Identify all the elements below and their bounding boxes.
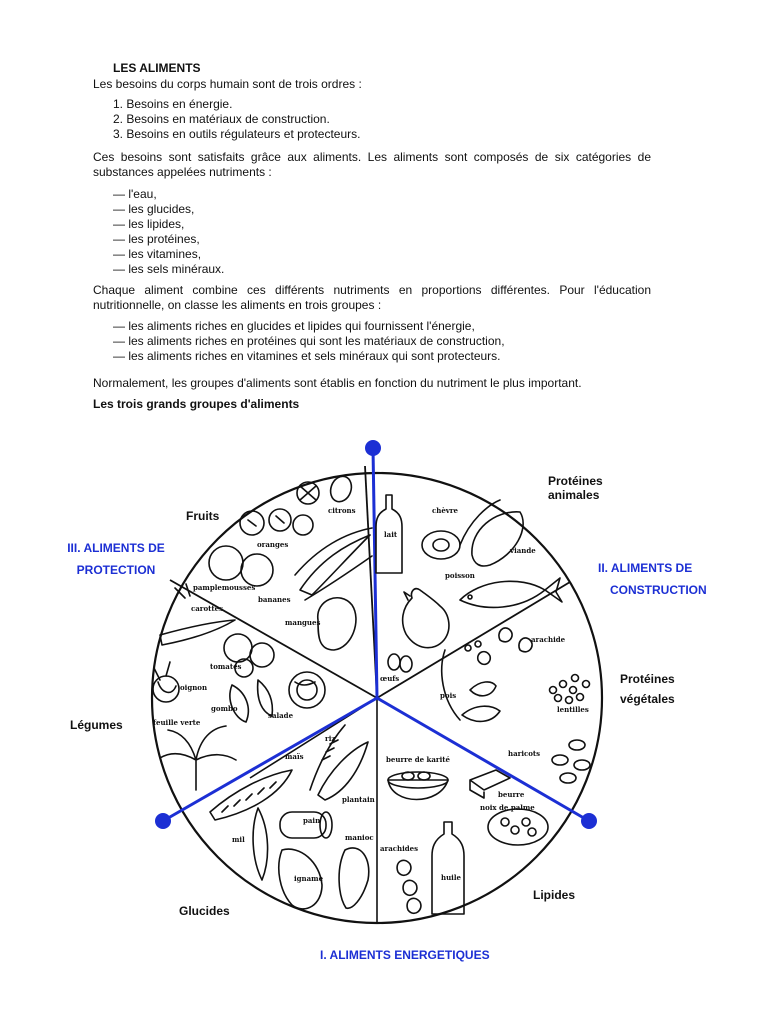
needs-list [113, 97, 360, 142]
food-label: arachides [380, 844, 419, 853]
food-label: huile [441, 873, 461, 882]
bananes-drawing [295, 528, 372, 600]
groups-list [113, 319, 505, 364]
food-label: carottes [191, 604, 224, 613]
salade-drawing [289, 672, 325, 708]
food-label: mangues [285, 618, 321, 627]
arachides-drawing [397, 860, 421, 913]
food-label: œufs [380, 674, 400, 683]
diagram-title: Les trois grands groupes d'aliments [93, 397, 300, 411]
food-label: citrons [328, 506, 356, 515]
food-label: salade [268, 711, 294, 720]
food-label: manioc [345, 833, 374, 842]
group-marker-dot [581, 813, 597, 829]
needs-item: 1. Besoins en énergie. [113, 97, 233, 111]
poisson-drawing [460, 578, 562, 607]
food-label: chèvre [432, 506, 459, 515]
nutrient-item: — les sels minéraux. [113, 262, 225, 276]
needs-item: 2. Besoins en matériaux de construction. [113, 112, 330, 126]
section-label-glucides: Glucides [179, 904, 230, 918]
section-label-legumes: Légumes [70, 718, 123, 732]
beurre-karite-drawing [388, 772, 448, 800]
group-label-line: CONSTRUCTION [610, 583, 707, 597]
gombo-drawing [230, 680, 272, 722]
paragraph-classification: Normalement, les groupes d'aliments sont établis en fonction du nutriment le plus important. [93, 376, 582, 390]
food-label: gombo [211, 704, 238, 713]
food-label: mil [232, 835, 245, 844]
group-label-energy: I. ALIMENTS ENERGETIQUES [320, 948, 490, 962]
haricots-drawing [552, 740, 590, 783]
food-label: pain [303, 816, 321, 825]
manioc-drawing [339, 848, 369, 908]
food-label: arachide [531, 635, 566, 644]
noix-de-palme-drawing [488, 809, 548, 845]
section-label-line: végétales [620, 692, 675, 706]
paragraph-groups: Chaque aliment combine ces différents nutriments en proportions différentes. Pour l'éducation nutritionnelle, on classe les aliments en trois groupes : [93, 283, 651, 312]
group-label-line: PROTECTION [76, 563, 156, 577]
section-label-proteines-animales [548, 474, 603, 502]
food-label: oignon [180, 683, 208, 692]
food-label: poisson [445, 571, 475, 580]
mangues-drawing [318, 598, 356, 650]
food-label: plantain [342, 795, 375, 804]
paragraph-nutrients: Ces besoins sont satisfaits grâce aux aliments. Les aliments sont composés de six catégories de substances appelées nutriments : [93, 150, 651, 179]
section-label-line: Protéines [620, 672, 675, 686]
nutrient-item: — les glucides, [113, 202, 195, 216]
section-label-lipides: Lipides [533, 888, 576, 902]
section-label-fruits: Fruits [186, 509, 220, 523]
food-label: haricots [508, 749, 541, 758]
section-label-line: Protéines [548, 474, 603, 488]
food-label: viande [510, 546, 536, 555]
food-label: lait [384, 530, 398, 539]
food-label: maïs [285, 752, 304, 761]
needs-item: 3. Besoins en outils régulateurs et protecteurs. [113, 127, 361, 141]
food-label: noix de palme [480, 803, 535, 812]
carottes-drawing [160, 584, 235, 645]
page-title: LES ALIMENTS [113, 61, 201, 75]
pamplemousses-drawing [209, 546, 273, 586]
food-label: beurre [498, 790, 525, 799]
huile-drawing [432, 822, 464, 914]
nutrient-item: — l'eau, [113, 187, 157, 201]
food-label: igname [294, 874, 324, 883]
food-label: tomates [210, 662, 242, 671]
food-label: beurre de karité [386, 755, 450, 764]
plantain-drawing [318, 742, 368, 800]
group-marker-dot [155, 813, 171, 829]
group-label-line: III. ALIMENTS DE [67, 541, 165, 555]
group-item: — les aliments riches en protéines qui sont les matériaux de construction, [113, 334, 505, 348]
oignon-drawing [153, 662, 179, 702]
food-label: feuille verte [153, 718, 201, 727]
mil-drawing [253, 808, 268, 880]
nutrients-list [113, 187, 224, 277]
nutrient-item: — les protéines, [113, 232, 200, 246]
section-label-line: animales [548, 488, 600, 502]
group-label-construction [590, 561, 730, 597]
group-item: — les aliments riches en glucides et lipides qui fournissent l'énergie, [113, 319, 475, 333]
food-label: pamplemousses [193, 583, 256, 592]
group-label-protection [58, 541, 174, 577]
nutrient-item: — les vitamines, [113, 247, 202, 261]
food-label: oranges [257, 540, 289, 549]
food-label: lentilles [557, 705, 589, 714]
food-label: riz [325, 734, 336, 743]
food-label: bananes [258, 595, 291, 604]
nutrient-item: — les lipides, [113, 217, 185, 231]
group-marker-dot [365, 440, 381, 456]
food-label: pois [440, 691, 457, 700]
intro-text: Les besoins du corps humain sont de trois ordres : [93, 77, 362, 91]
feuille-verte-drawing [160, 726, 236, 790]
lentilles-drawing [550, 675, 590, 704]
group-item: — les aliments riches en vitamines et sels minéraux qui sont protecteurs. [113, 349, 501, 363]
group-label-line: II. ALIMENTS DE [598, 561, 693, 575]
section-label-proteines-vegetales [620, 672, 675, 706]
